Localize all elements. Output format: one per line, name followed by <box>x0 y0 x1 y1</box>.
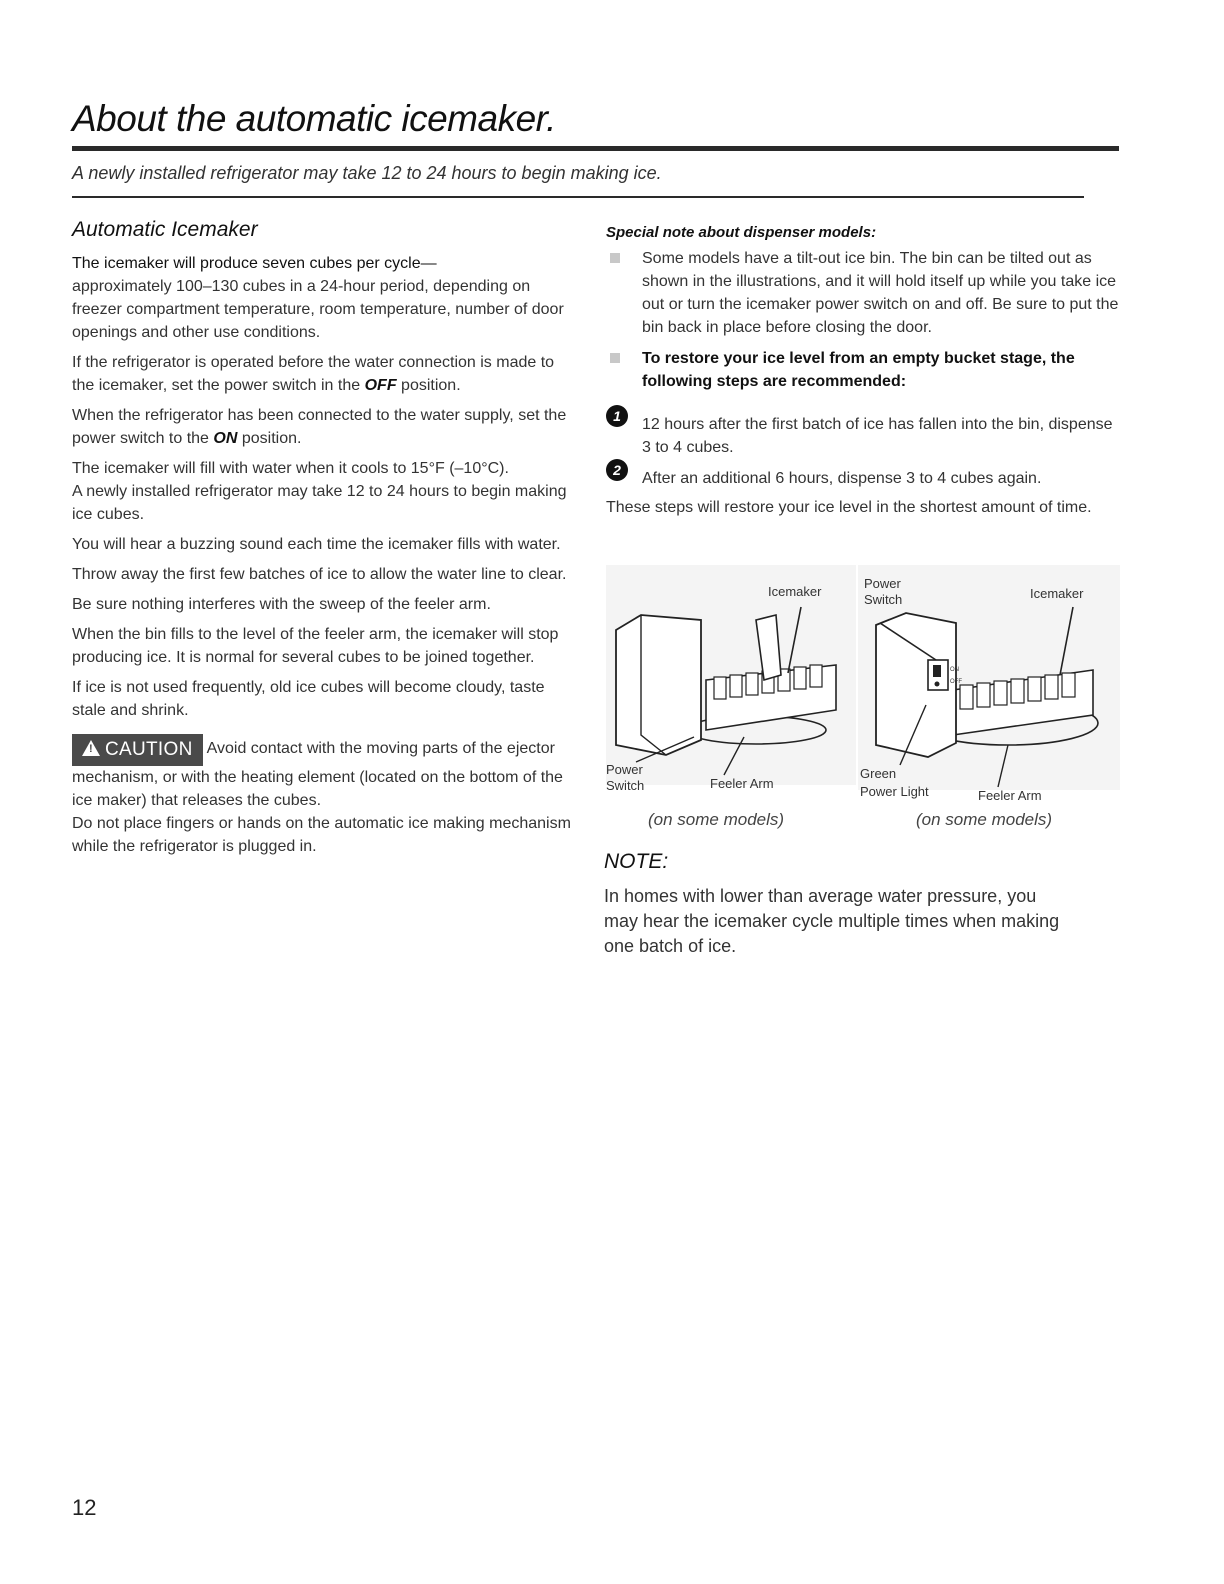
paragraph-off-position <box>72 351 577 397</box>
caution-block <box>72 734 577 858</box>
step-text: 12 hours after the first batch of ice has fallen into the bin, dispense 3 to 4 cubes. <box>642 416 1113 456</box>
step-text: After an additional 6 hours, dispense 3 to 4 cubes again. <box>642 470 1042 487</box>
paragraph-bin-fills: When the bin fills to the level of the feeler arm, the icemaker will stop producing ice. It is normal for several cubes to be joined together. <box>72 626 559 666</box>
switch-on-label: ON <box>950 667 959 673</box>
newly-installed-text: A newly installed refrigerator may take 12 to 24 hours to begin making ice cubes. <box>72 483 567 523</box>
callout-power: Power <box>864 576 901 591</box>
callout-green: Green <box>860 766 897 781</box>
off-text-a: If the refrigerator is operated before the water connection is made to the icemaker, set the power switch in the <box>72 354 555 394</box>
paragraph-buzzing: You will hear a buzzing sound each time the icemaker fills with water. <box>72 536 561 553</box>
cubes-detail: approximately 100–130 cubes in a 24-hour period, depending on freezer compartment temperature, room temperature, number of door openings and other use conditions. <box>72 278 564 341</box>
paragraph-cloudy-ice: If ice is not used frequently, old ice cubes will become cloudy, taste stale and shrink. <box>72 679 545 719</box>
callout-switch: Switch <box>606 778 645 793</box>
closing-paragraph: These steps will restore your ice level in the shortest amount of time. <box>606 499 1092 516</box>
bullet-square-icon <box>610 253 620 263</box>
special-note-heading: Special note about dispenser models: <box>606 224 877 241</box>
cubes-lead: The icemaker will produce seven cubes per cycle— <box>72 255 437 272</box>
caption-b: (on some models) <box>916 810 1053 829</box>
on-text-a: When the refrigerator has been connected to the water supply, set the power switch to the <box>72 407 567 447</box>
on-keyword: ON <box>213 430 238 447</box>
callout-feeler-arm: Feeler Arm <box>710 776 774 791</box>
bullet-square-icon <box>610 353 620 363</box>
caution-badge <box>72 734 203 766</box>
callout-feeler-arm: Feeler Arm <box>978 788 1042 803</box>
paragraph-throw-away: Throw away the first few batches of ice to allow the water line to clear. <box>72 566 567 583</box>
left-column <box>72 218 577 858</box>
step-number-badge: 2 <box>606 459 628 481</box>
icemaker-illustration-b <box>858 565 1118 805</box>
page-number: 12 <box>72 1495 97 1520</box>
caution-label: CAUTION <box>105 739 193 760</box>
page-subtitle: A newly installed refrigerator may take 12 to 24 hours to begin making ice. <box>72 163 662 183</box>
paragraph-cubes-per-cycle <box>72 252 577 344</box>
off-keyword: OFF <box>364 377 397 394</box>
on-text-b: position. <box>237 430 302 447</box>
warning-triangle-icon: ! <box>82 740 100 756</box>
paragraph-fill-temperature <box>72 457 577 526</box>
bullet-text: To restore your ice level from an empty bucket stage, the following steps are recommended: <box>642 350 1075 390</box>
paragraph-on-position <box>72 404 577 450</box>
step-number-badge: 1 <box>606 405 628 427</box>
step-2 <box>606 462 1121 490</box>
callout-power-light: Power Light <box>860 784 929 799</box>
fill-temp-text: The icemaker will fill with water when it cools to 15°F (–10°C). <box>72 460 509 477</box>
switch-off-label: OFF <box>950 679 962 685</box>
icemaker-illustration-a <box>606 565 866 805</box>
caution-text: Avoid contact with the moving parts of the ejector mechanism, or with the heating element (located on the bottom of the ice maker) that releases the cubes. <box>72 740 563 809</box>
callout-icemaker: Icemaker <box>768 584 822 599</box>
page-title: About the automatic icemaker. <box>72 98 556 139</box>
bullet-text: Some models have a tilt-out ice bin. The bin can be tilted out as shown in the illustrations, and it will hold itself up while you take ice out or turn the icemaker power switch on and off. Be sure to put the bin back in place before closing the door. <box>642 250 1119 336</box>
off-text-b: position. <box>396 377 461 394</box>
subtitle-rule <box>72 196 1084 198</box>
icemaker-drawing-a <box>606 565 866 805</box>
callout-power: Power <box>606 762 643 777</box>
section-heading: Automatic Icemaker <box>72 218 258 241</box>
bullet-restore-ice <box>606 347 1121 393</box>
bullet-tilt-out-bin <box>606 247 1121 339</box>
right-column <box>606 224 1121 526</box>
caption-a: (on some models) <box>648 810 785 829</box>
caution-text-2: Do not place fingers or hands on the automatic ice making mechanism while the refrigerator is plugged in. <box>72 815 571 855</box>
step-1 <box>606 408 1121 459</box>
callout-switch: Switch <box>864 592 903 607</box>
title-rule <box>72 146 1119 151</box>
note-heading: NOTE: <box>604 850 669 873</box>
paragraph-feeler-arm: Be sure nothing interferes with the sweep of the feeler arm. <box>72 596 491 613</box>
callout-icemaker: Icemaker <box>1030 586 1084 601</box>
note-body: In homes with lower than average water pressure, you may hear the icemaker cycle multiple times when making one batch of ice. <box>604 886 1060 956</box>
